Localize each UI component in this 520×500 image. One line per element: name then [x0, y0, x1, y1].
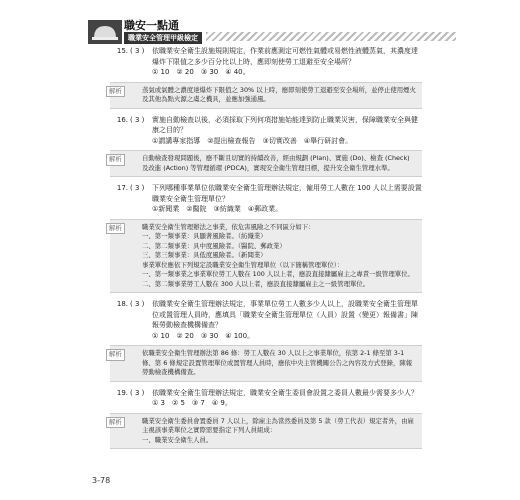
explanation-line: 依職業安全衛生管理辦法第 86 條：勞工人數在 30 人以上之事業單位，依第 2-1 條至第 3-1 條、第 6 條規定設置管理單位或置管理人員時，應依中央主管機關公告之內容及方式登錄，陳報勞動檢查機構備查。: [142, 349, 413, 376]
explanation-line: 二、第二類事業勞工人數在 300 人以上者，應設直接隸屬雇主之一級管理單位。: [142, 279, 370, 288]
explanation-line: 一、第一類事業之事業單位勞工人數在 100 人以上者，應設直接隸屬雇主之專責一級管理單位。: [142, 270, 414, 278]
explanation-line: 蒸氣或氣體之濃度達爆炸下限值之 30% 以上時，應即刻使勞工退避至安全場所，並停止使用煙火及其他為點火源之虞之機具，並應加強通風。: [142, 85, 416, 103]
explanation-label: 解析: [106, 417, 125, 429]
explanation-box: [110, 413, 422, 450]
question-answer: ( 3 ): [130, 47, 145, 55]
question-text: 實施自動檢查以後，必須採取下列何項措施始能達到防止職業災害，保障職業安全與健康之目的？: [152, 115, 418, 134]
question-item: [110, 115, 422, 147]
explanation-line: 三、第三類事業：具低度風險者。（新聞業）: [142, 251, 267, 259]
explanation-line: 事業單位應依下列規定設職業安全衛生管理單位（以下簡稱管理單位）：: [142, 260, 344, 269]
book-title: 職安一點通: [124, 19, 179, 32]
question-number: 16.: [116, 115, 128, 124]
explanation-label: 解析: [106, 154, 125, 166]
explanation-line: 職業安全衛生管理辦法之事業，依危害風險之不同區分如下：: [142, 222, 315, 231]
question-number: 18.: [116, 300, 128, 308]
explanation-line: 自動檢查發現問題後，應不斷且切實的持續改善，經由規劃 (Plan)、實施 (Do)、檢查 (Check) 及改進 (Action) 等管理循環 (PDCA)，實現安全衛生管理目標，提升安全衛生管理水準。: [142, 154, 410, 172]
question-number: 19.: [116, 388, 128, 397]
question-item: [110, 299, 422, 341]
question-options: ①新聞業 ②醫院 ③紡織業 ④郵政業。: [152, 205, 283, 213]
explanation-label: 解析: [106, 86, 125, 98]
question-number: 17.: [116, 184, 128, 192]
explanation-label: 解析: [106, 349, 125, 361]
question-options: ① 10 ② 20 ③ 30 ④ 40。: [152, 68, 250, 76]
question-text: 依職業安全衛生管理辦法規定，事業單位勞工人數多少人以上，設職業安全衛生管理單位或置管理人員時，應填具「職業安全衛生管理單位（人員）設置（變更）報備書」陳報勞動檢查機構備查？: [152, 300, 418, 329]
explanation-box: [110, 219, 422, 294]
question-item: [110, 388, 422, 409]
explanation-box: [110, 345, 422, 382]
question-options: ①謂講專家指導 ②提出檢查報告 ③切實改善 ④舉行研討會。: [152, 136, 353, 145]
question-list: [110, 40, 422, 449]
question-item: [110, 46, 422, 78]
question-answer: ( 3 ): [130, 388, 145, 397]
question-answer: ( 3 ): [130, 184, 145, 192]
question-number: 15.: [116, 47, 128, 55]
question-answer: ( 3 ): [130, 115, 145, 124]
explanation-box: [110, 82, 422, 109]
page-number: 3-78: [92, 476, 111, 485]
question-options: ① 3 ② 5 ③ 7 ④ 9。: [152, 399, 232, 407]
question-text: 依職業安全衛生管理辦法規定，職業安全衛生委員會設置之委員人數最少需要多少人？: [152, 388, 418, 397]
question-text: 下列哪種事業單位依職業安全衛生管理辦法規定，僱用勞工人數在 100 人以上需要設置職業安全衛生管理單位？: [152, 184, 422, 203]
explanation-line: 一、職業安全衛生人員。: [142, 435, 213, 444]
book-subtitle: 職業安全管理甲級檢定: [124, 32, 202, 44]
explanation-label: 解析: [106, 223, 125, 235]
explanation-line: 職業安全衛生委員會置委員 7 人以上，除雇主為當然委員及第 5 款（勞工代表）規定者外，由雇主視該事業單位之實際需要指定下列人員組成：: [142, 416, 414, 434]
explanation-line: 二、第二類事業：具中度風險者。（醫院、郵政業）: [142, 241, 286, 250]
question-item: [110, 183, 422, 215]
explanation-line: 一、第一類事業：具顯著風險者。（紡織業）: [142, 232, 267, 240]
question-options: ① 10 ② 20 ③ 30 ④ 100。: [152, 331, 255, 340]
question-text: 依職業安全衛生設施規則規定，作業前應測定可燃性氣體或易燃性液體蒸氣，其濃度達爆炸下限值之多少百分比以上時，應即刻使勞工退避至安全場所？: [152, 47, 418, 66]
explanation-box: [110, 150, 422, 177]
question-answer: ( 3 ): [130, 300, 145, 308]
